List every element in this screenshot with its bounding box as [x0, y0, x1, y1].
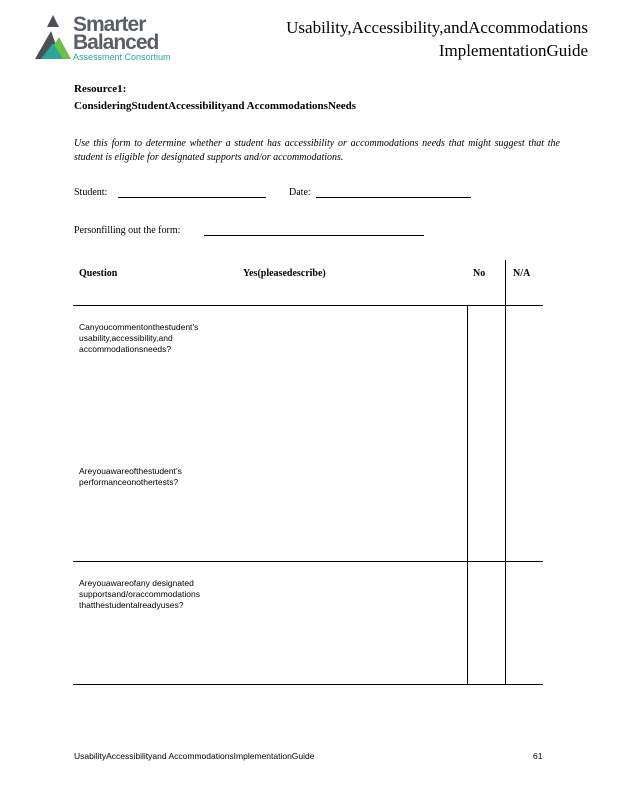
person-filling-label: Personfilling out the form:: [74, 225, 181, 236]
table-bottom-rule: [73, 684, 543, 685]
smarter-balanced-logo: [33, 13, 183, 63]
footer-title: UsabilityAccessibilityand AccommodationsImplementationGuide: [74, 751, 315, 761]
instructions-text: Use this form to determine whether a student has accessibility or accommodations needs that might suggest that the student is eligible for designated supports and/or accommodations.: [74, 138, 560, 163]
table-header-rule: [73, 305, 543, 306]
logo-text-line2: Balanced: [73, 31, 159, 54]
table-column-divider-na: [505, 260, 506, 684]
page-number: 61: [533, 751, 543, 761]
table-row-divider: [73, 561, 543, 562]
column-header-yes: Yes(pleasedescribe): [243, 268, 326, 279]
student-field[interactable]: [118, 187, 266, 198]
person-filling-field[interactable]: [204, 225, 424, 236]
question-text: Areyouawareofthestudent’s performanceonothertests?: [79, 466, 182, 487]
table-column-divider-no: [467, 305, 468, 684]
logo-text-line1: Smarter: [73, 13, 146, 36]
column-header-question: Question: [79, 268, 118, 279]
question-text: Areyouawareofany designated supportsand/oraccommodations thatthestudentalreadyuses?: [79, 578, 200, 610]
column-header-na: N/A: [513, 268, 531, 279]
resource-title: ConsideringStudentAccessibilityand AccommodationsNeeds: [74, 100, 357, 112]
header-title-line2: ImplementationGuide: [438, 41, 588, 60]
column-header-no: No: [473, 268, 486, 279]
resource-label: Resource1:: [74, 83, 127, 95]
header-title-line1: Usability,Accessibility,andAccommodations: [286, 18, 588, 37]
date-label: Date:: [289, 187, 311, 198]
question-text: Canyoucommentonthestudent’s usability,accessibility,and accommodationsneeds?: [79, 322, 199, 354]
logo-triangles-icon: [33, 13, 75, 61]
date-field[interactable]: [316, 187, 471, 198]
logo-tagline: Assessment Consortium: [73, 52, 171, 62]
student-label: Student:: [74, 187, 108, 198]
